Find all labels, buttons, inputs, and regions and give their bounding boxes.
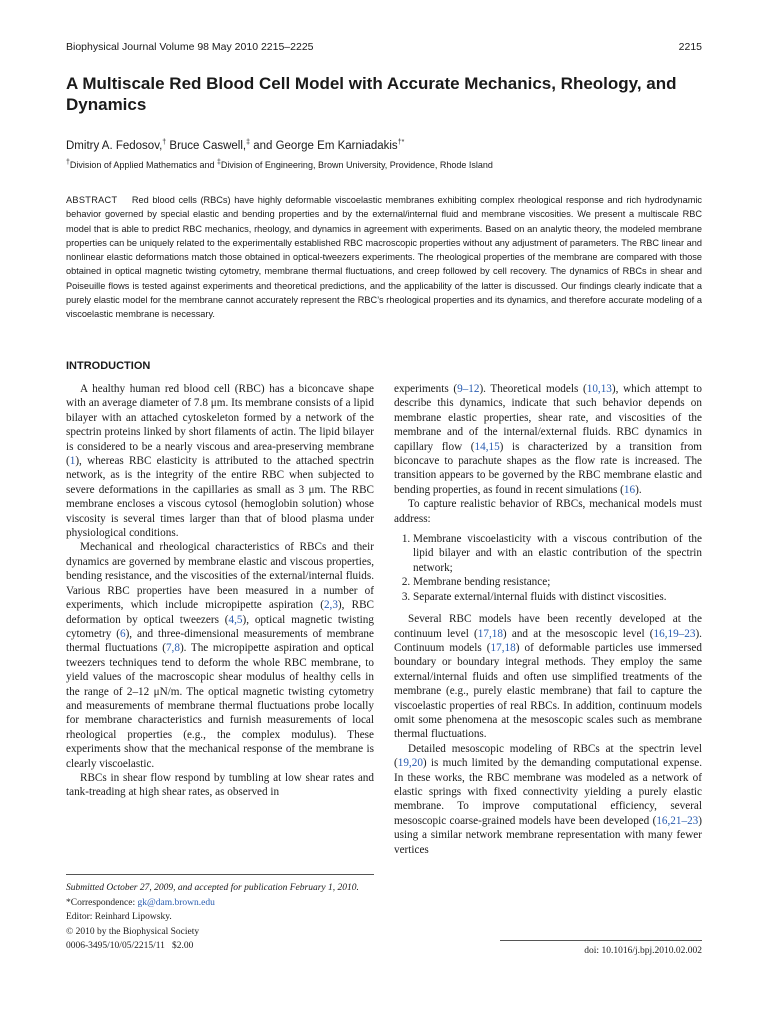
- submission-note: Submitted October 27, 2009, and accepted for publication February 1, 2010.: [66, 883, 359, 893]
- body-text: ). Theoretical models (: [479, 383, 587, 395]
- body-paragraph: RBCs in shear flow respond by tumbling at low shear rates and tank-treading at high shear rates, as observed in: [66, 771, 374, 799]
- body-text: ) and at the mesoscopic level (: [502, 627, 654, 640]
- issn-note: 0006-3495/10/05/2215/11 $2.00: [66, 941, 194, 952]
- author-name: Bruce Caswell,: [169, 140, 247, 152]
- body-text: ) is much limited by the demanding computational expense. In these works, the RBC membrane was modeled as a network of elastic springs with fixed connectivity yielding a purely elastic membrane. To improve computational efficiency, several mesoscopic coarse-grained models have been developed (: [394, 757, 702, 827]
- citation-link[interactable]: 9–12: [457, 383, 480, 395]
- body-text: experiments (: [394, 383, 458, 395]
- citation-link[interactable]: 17,18: [477, 627, 503, 640]
- body-text: ). Continuum models (: [394, 627, 702, 654]
- body-text: ) using a similar network membrane representation with many fewer vertices: [394, 814, 702, 856]
- body-text: ), RBC deformation by optical tweezers (: [66, 599, 374, 626]
- citation-link[interactable]: 14,15: [474, 440, 500, 453]
- body-paragraph: [66, 540, 374, 771]
- affiliation-mark: †: [66, 159, 70, 166]
- doi-divider: [500, 940, 702, 941]
- left-column: [66, 382, 374, 800]
- author-list: [66, 140, 706, 152]
- requirements-list: [394, 532, 702, 604]
- body-paragraph: [394, 382, 702, 497]
- body-text: Detailed mesoscopic modeling of RBCs at the spectrin level (: [394, 742, 702, 770]
- footnotes: [66, 881, 386, 954]
- body-text: ).: [635, 483, 642, 496]
- affiliation-text: Division of Engineering, Brown University, Providence, Rhode Island: [220, 160, 493, 170]
- body-text: A healthy human red blood cell (RBC) has a biconcave shape with an average diameter of 7.8 μm. Its membrane consists of a lipid bilayer with an attached cytoskeleton formed by a network of the spectrin proteins linked by short filaments of actin. The lipid bilayer is considered to be a nearly viscous and area-preserving membrane (: [66, 383, 374, 468]
- body-paragraph: [66, 382, 374, 540]
- email-link[interactable]: gk@dam.brown.edu: [137, 897, 215, 908]
- doi-text: doi: 10.1016/j.bpj.2010.02.002: [584, 946, 702, 956]
- body-text: ) of deformable particles use immersed boundary or boundary integral methods. They employ the same external/internal fluids and often use simplified treatments of the membrane (e.g., purely elastic membrane) that fail to capture the viscoelastic properties of real RBCs. In addition, continuum models omit some phenomena at the mesoscopic scales such as membrane thermal fluctuations.: [394, 641, 702, 741]
- citation-link[interactable]: 17,18: [490, 641, 516, 654]
- author-name: George Em Karniadakis: [275, 140, 398, 152]
- body-paragraph: To capture realistic behavior of RBCs, mechanical models must address:: [394, 498, 702, 525]
- list-item: 1. Membrane viscoelasticity with a viscous contribution of the lipid bilayer and with an elastic contribution of the spectrin network;: [413, 532, 702, 575]
- abstract: [66, 193, 702, 322]
- citation-link[interactable]: 19,20: [397, 757, 423, 770]
- body-text: ), optical magnetic twisting cytometry (: [66, 613, 374, 640]
- section-heading: INTRODUCTION: [66, 360, 151, 372]
- body-text: Several RBC models have been recently developed at the continuum level (: [394, 613, 702, 640]
- abstract-text: Red blood cells (RBCs) have highly deformable viscoelastic membranes exhibiting complex rheological response and rich hydrodynamic behavior governed by special elastic and bending properties and by the external/internal fluid and membrane viscosities. We present a multiscale RBC model that is able to predict RBC mechanics, rheology, and dynamics in agreement with experiments. Based on an analytic theory, the modeled membrane properties can be uniquely related to the experimentally established RBC macroscopic properties without any adjustment of parameters. The RBC linear and nonlinear elastic deformations match those obtained in optical-tweezers experiments. The rheological properties of the membrane are compared with those obtained in optical magnetic twisting cytometry, membrane thermal fluctuations, and creep followed by cell recovery. The dynamics of RBCs in shear and Poiseuille flows is tested against experiments and theoretical predictions, and the applicability of the latter is discussed. Our findings clearly indicate that a purely elastic model for the membrane cannot accurately represent the RBC’s rheological properties and its dynamics, and therefore accurate modeling of a viscoelastic membrane is necessary.: [66, 195, 702, 320]
- author-affiliations: [66, 160, 706, 170]
- correspondence-note: [66, 896, 386, 911]
- article-title: A Multiscale Red Blood Cell Model with Accurate Mechanics, Rheology, and Dynamics: [66, 74, 677, 114]
- footnote-divider: [66, 874, 374, 875]
- citation-link[interactable]: 16: [623, 483, 636, 496]
- abstract-label: ABSTRACT: [66, 195, 118, 205]
- citation-link[interactable]: 4,5: [228, 613, 243, 626]
- author-mark: †*: [397, 139, 405, 147]
- citation-link[interactable]: 16,19–23: [653, 627, 696, 640]
- running-header: [66, 41, 702, 55]
- author-mark: †: [162, 139, 167, 147]
- journal-citation-line: Biophysical Journal Volume 98 May 2010 2215–2225: [66, 41, 314, 53]
- list-item: 3. Separate external/internal fluids with distinct viscosities.: [413, 590, 702, 604]
- author-name: Dmitry A. Fedosov,: [66, 140, 163, 152]
- body-text: ), and three-dimensional measurements of membrane thermal fluctuations (: [66, 627, 374, 655]
- author-mark: ‡: [246, 139, 251, 147]
- body-paragraph: [394, 742, 702, 857]
- citation-link[interactable]: 2,3: [323, 599, 338, 612]
- affiliation-text: Division of Applied Mathematics and: [69, 160, 217, 170]
- body-text: ). The micropipette aspiration and optical tweezers techniques tend to deform the whole RBC membrane, to yield values of the macroscopic shear modulus of healthy cells in the range of 2–12 μN/m. The optical magnetic twisting cytometry and measurements of membrane thermal fluctuations probe locally for membrane characteristics and furnish measurements of local rheological properties (e.g., the complex modulus). These experiments show that the mechanical response of the membrane is clearly viscoelastic.: [66, 642, 374, 770]
- author-separator: and: [250, 140, 276, 152]
- body-text: ), which attempt to describe this dynamics, indicate that such behavior depends on membrane elastic properties, shear rate, and viscosities of the membrane and of the internal/external fluids. RBC dynamics in capillary flow (: [394, 383, 702, 453]
- editor-note: Editor: Reinhard Lipowsky.: [66, 912, 172, 923]
- body-text: ) is characterized by a transition from biconcave to parachute shapes as the flow rate is increased. The transition appears to be governed by the RBC membrane elastic and bending properties, as found in recent simulations (: [394, 440, 702, 496]
- body-text: Mechanical and rheological characteristics of RBCs and their dynamics are governed by membrane elastic and viscous properties, bending resistance, and the viscosities of the external/internal fluids. Various RBC properties have been measured in a number of experiments, which include micropipette aspiration (: [66, 541, 374, 612]
- copyright-note: © 2010 by the Biophysical Society: [66, 926, 200, 937]
- correspondence-label: *Correspondence:: [66, 897, 138, 908]
- citation-link[interactable]: 6: [119, 627, 126, 640]
- page-number: 2215: [678, 41, 702, 53]
- citation-link[interactable]: 16,21–23: [656, 814, 699, 827]
- body-text: ), whereas RBC elasticity is attributed to the attached spectrin network, as is the integrity of the entire RBC when subjected to severe deformations in the capillaries as small as 3 μm. The RBC membrane encloses a viscous cytosol (hemoglobin solution) whose viscosity is several times larger than that of blood plasma under physiological conditions.: [66, 455, 374, 540]
- citation-link[interactable]: 1: [69, 455, 76, 468]
- body-paragraph: [394, 612, 702, 742]
- affiliation-mark: ‡: [216, 159, 221, 166]
- right-column: [394, 382, 702, 857]
- citation-link[interactable]: 10,13: [586, 383, 612, 395]
- citation-link[interactable]: 7,8: [165, 642, 180, 655]
- list-item: 2. Membrane bending resistance;: [413, 575, 702, 589]
